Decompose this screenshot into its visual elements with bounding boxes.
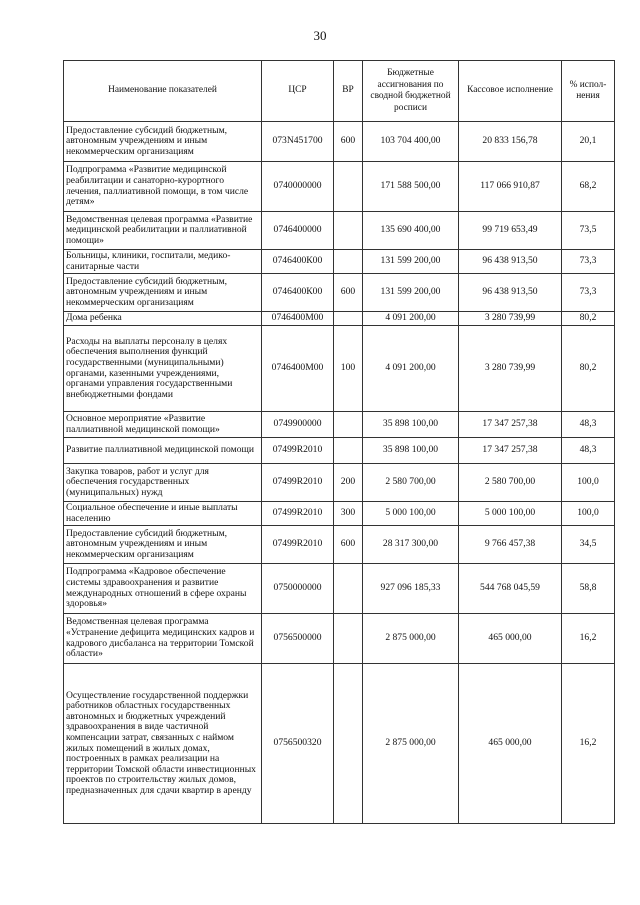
cell-cash: 117 066 910,87 (459, 162, 562, 212)
cell-csr: 073N451700 (262, 122, 334, 162)
cell-cash: 96 438 913,50 (459, 274, 562, 312)
cell-budget: 4 091 200,00 (363, 312, 459, 326)
cell-pct: 80,2 (562, 326, 615, 412)
table-row (64, 274, 615, 312)
cell-cash: 3 280 739,99 (459, 326, 562, 412)
cell-vr: 300 (334, 502, 363, 526)
cell-vr (334, 614, 363, 664)
cell-budget: 35 898 100,00 (363, 438, 459, 464)
cell-csr: 07499R2010 (262, 464, 334, 502)
header-vr: ВР (334, 61, 363, 122)
cell-pct: 68,2 (562, 162, 615, 212)
cell-cash: 9 766 457,38 (459, 526, 562, 564)
cell-vr (334, 412, 363, 438)
cell-cash: 20 833 156,78 (459, 122, 562, 162)
cell-pct: 16,2 (562, 664, 615, 824)
cell-budget: 2 875 000,00 (363, 614, 459, 664)
header-budget: Бюджетные ассигнования по сводной бюджетной росписи (363, 61, 459, 122)
table-row (64, 312, 615, 326)
cell-budget: 28 317 300,00 (363, 526, 459, 564)
table-row (64, 502, 615, 526)
cell-name: Развитие паллиативной медицинской помощи (64, 438, 262, 464)
cell-csr: 0756500320 (262, 664, 334, 824)
header-pct: % испол-нения (562, 61, 615, 122)
cell-csr: 07499R2010 (262, 526, 334, 564)
table-row (64, 564, 615, 614)
cell-pct: 34,5 (562, 526, 615, 564)
table-row (64, 526, 615, 564)
cell-cash: 544 768 045,59 (459, 564, 562, 614)
cell-name: Предоставление субсидий бюджетным, автономным учреждениям и иным некоммерческим организациям (64, 274, 262, 312)
cell-pct: 100,0 (562, 464, 615, 502)
cell-budget: 5 000 100,00 (363, 502, 459, 526)
cell-pct: 48,3 (562, 412, 615, 438)
header-name: Наименование показателей (64, 61, 262, 122)
cell-vr (334, 212, 363, 250)
cell-budget: 131 599 200,00 (363, 274, 459, 312)
cell-cash: 465 000,00 (459, 664, 562, 824)
cell-pct: 100,0 (562, 502, 615, 526)
cell-pct: 58,8 (562, 564, 615, 614)
header-cash: Кассовое исполнение (459, 61, 562, 122)
cell-budget: 4 091 200,00 (363, 326, 459, 412)
cell-budget: 131 599 200,00 (363, 250, 459, 274)
cell-name: Дома ребенка (64, 312, 262, 326)
cell-csr: 0749900000 (262, 412, 334, 438)
table-row (64, 664, 615, 824)
cell-cash: 5 000 100,00 (459, 502, 562, 526)
cell-name: Социальное обеспечение и иные выплаты населению (64, 502, 262, 526)
cell-name: Основное мероприятие «Развитие паллиативной медицинской помощи» (64, 412, 262, 438)
cell-csr: 0740000000 (262, 162, 334, 212)
table-row (64, 464, 615, 502)
cell-csr: 0750000000 (262, 564, 334, 614)
cell-csr: 0746400М00 (262, 326, 334, 412)
cell-budget: 927 096 185,33 (363, 564, 459, 614)
header-csr: ЦСР (262, 61, 334, 122)
cell-cash: 465 000,00 (459, 614, 562, 664)
cell-csr: 0746400000 (262, 212, 334, 250)
cell-name: Подпрограмма «Кадровое обеспечение системы здравоохранения и развитие международных отношений в сфере охраны здоровья» (64, 564, 262, 614)
cell-csr: 07499R2010 (262, 438, 334, 464)
cell-pct: 20,1 (562, 122, 615, 162)
budget-execution-table (63, 60, 615, 824)
cell-vr (334, 250, 363, 274)
table-row (64, 122, 615, 162)
cell-pct: 73,3 (562, 274, 615, 312)
cell-csr: 0746400К00 (262, 274, 334, 312)
cell-csr: 0756500000 (262, 614, 334, 664)
cell-vr: 200 (334, 464, 363, 502)
cell-pct: 80,2 (562, 312, 615, 326)
cell-csr: 07499R2010 (262, 502, 334, 526)
table-row (64, 438, 615, 464)
cell-cash: 2 580 700,00 (459, 464, 562, 502)
cell-cash: 3 280 739,99 (459, 312, 562, 326)
cell-vr (334, 664, 363, 824)
table-header-row (64, 61, 615, 122)
cell-pct: 16,2 (562, 614, 615, 664)
cell-vr (334, 438, 363, 464)
table-row (64, 212, 615, 250)
cell-vr (334, 312, 363, 326)
cell-name: Подпрограмма «Развитие медицинской реабилитации и санаторно-курортного лечения, паллиативной помощи, в том числе детям» (64, 162, 262, 212)
cell-budget: 35 898 100,00 (363, 412, 459, 438)
cell-name: Закупка товаров, работ и услуг для обеспечения государственных (муниципальных) нужд (64, 464, 262, 502)
table-row (64, 614, 615, 664)
cell-csr: 0746400М00 (262, 312, 334, 326)
cell-budget: 135 690 400,00 (363, 212, 459, 250)
cell-budget: 2 580 700,00 (363, 464, 459, 502)
cell-csr: 0746400К00 (262, 250, 334, 274)
table-row (64, 326, 615, 412)
cell-name: Предоставление субсидий бюджетным, автономным учреждениям и иным некоммерческим организациям (64, 122, 262, 162)
cell-name: Ведомственная целевая программа «Устранение дефицита медицинских кадров и кадрового дисбаланса на территории Томской области» (64, 614, 262, 664)
table-row (64, 250, 615, 274)
cell-cash: 17 347 257,38 (459, 438, 562, 464)
cell-vr: 100 (334, 326, 363, 412)
cell-name: Расходы на выплаты персоналу в целях обеспечения выполнения функций государственными (муниципальными) органами, казенными учреждениями, органами управления государственными внебюджетными фондами (64, 326, 262, 412)
cell-name: Ведомственная целевая программа «Развитие медицинской реабилитации и паллиативной помощи» (64, 212, 262, 250)
table-row (64, 412, 615, 438)
cell-cash: 96 438 913,50 (459, 250, 562, 274)
cell-cash: 99 719 653,49 (459, 212, 562, 250)
cell-vr: 600 (334, 122, 363, 162)
cell-vr (334, 564, 363, 614)
cell-vr (334, 162, 363, 212)
cell-budget: 103 704 400,00 (363, 122, 459, 162)
cell-pct: 73,3 (562, 250, 615, 274)
cell-name: Осуществление государственной поддержки работников областных государственных автономных и бюджетных учреждений здравоохранения в виде частичной компенсации затрат, связанных с наймом жилых помещений в жилых домах, построенных в рамках реализации на территории Томской области инвестиционных проектов по строительству жилых домов, предназначенных для сдачи квартир в аренду (64, 664, 262, 824)
table-row (64, 162, 615, 212)
cell-pct: 48,3 (562, 438, 615, 464)
page-number: 30 (313, 28, 327, 43)
cell-name: Предоставление субсидий бюджетным, автономным учреждениям и иным некоммерческим организациям (64, 526, 262, 564)
cell-cash: 17 347 257,38 (459, 412, 562, 438)
cell-name: Больницы, клиники, госпитали, медико-санитарные части (64, 250, 262, 274)
cell-budget: 171 588 500,00 (363, 162, 459, 212)
cell-vr: 600 (334, 526, 363, 564)
cell-pct: 73,5 (562, 212, 615, 250)
cell-budget: 2 875 000,00 (363, 664, 459, 824)
cell-vr: 600 (334, 274, 363, 312)
